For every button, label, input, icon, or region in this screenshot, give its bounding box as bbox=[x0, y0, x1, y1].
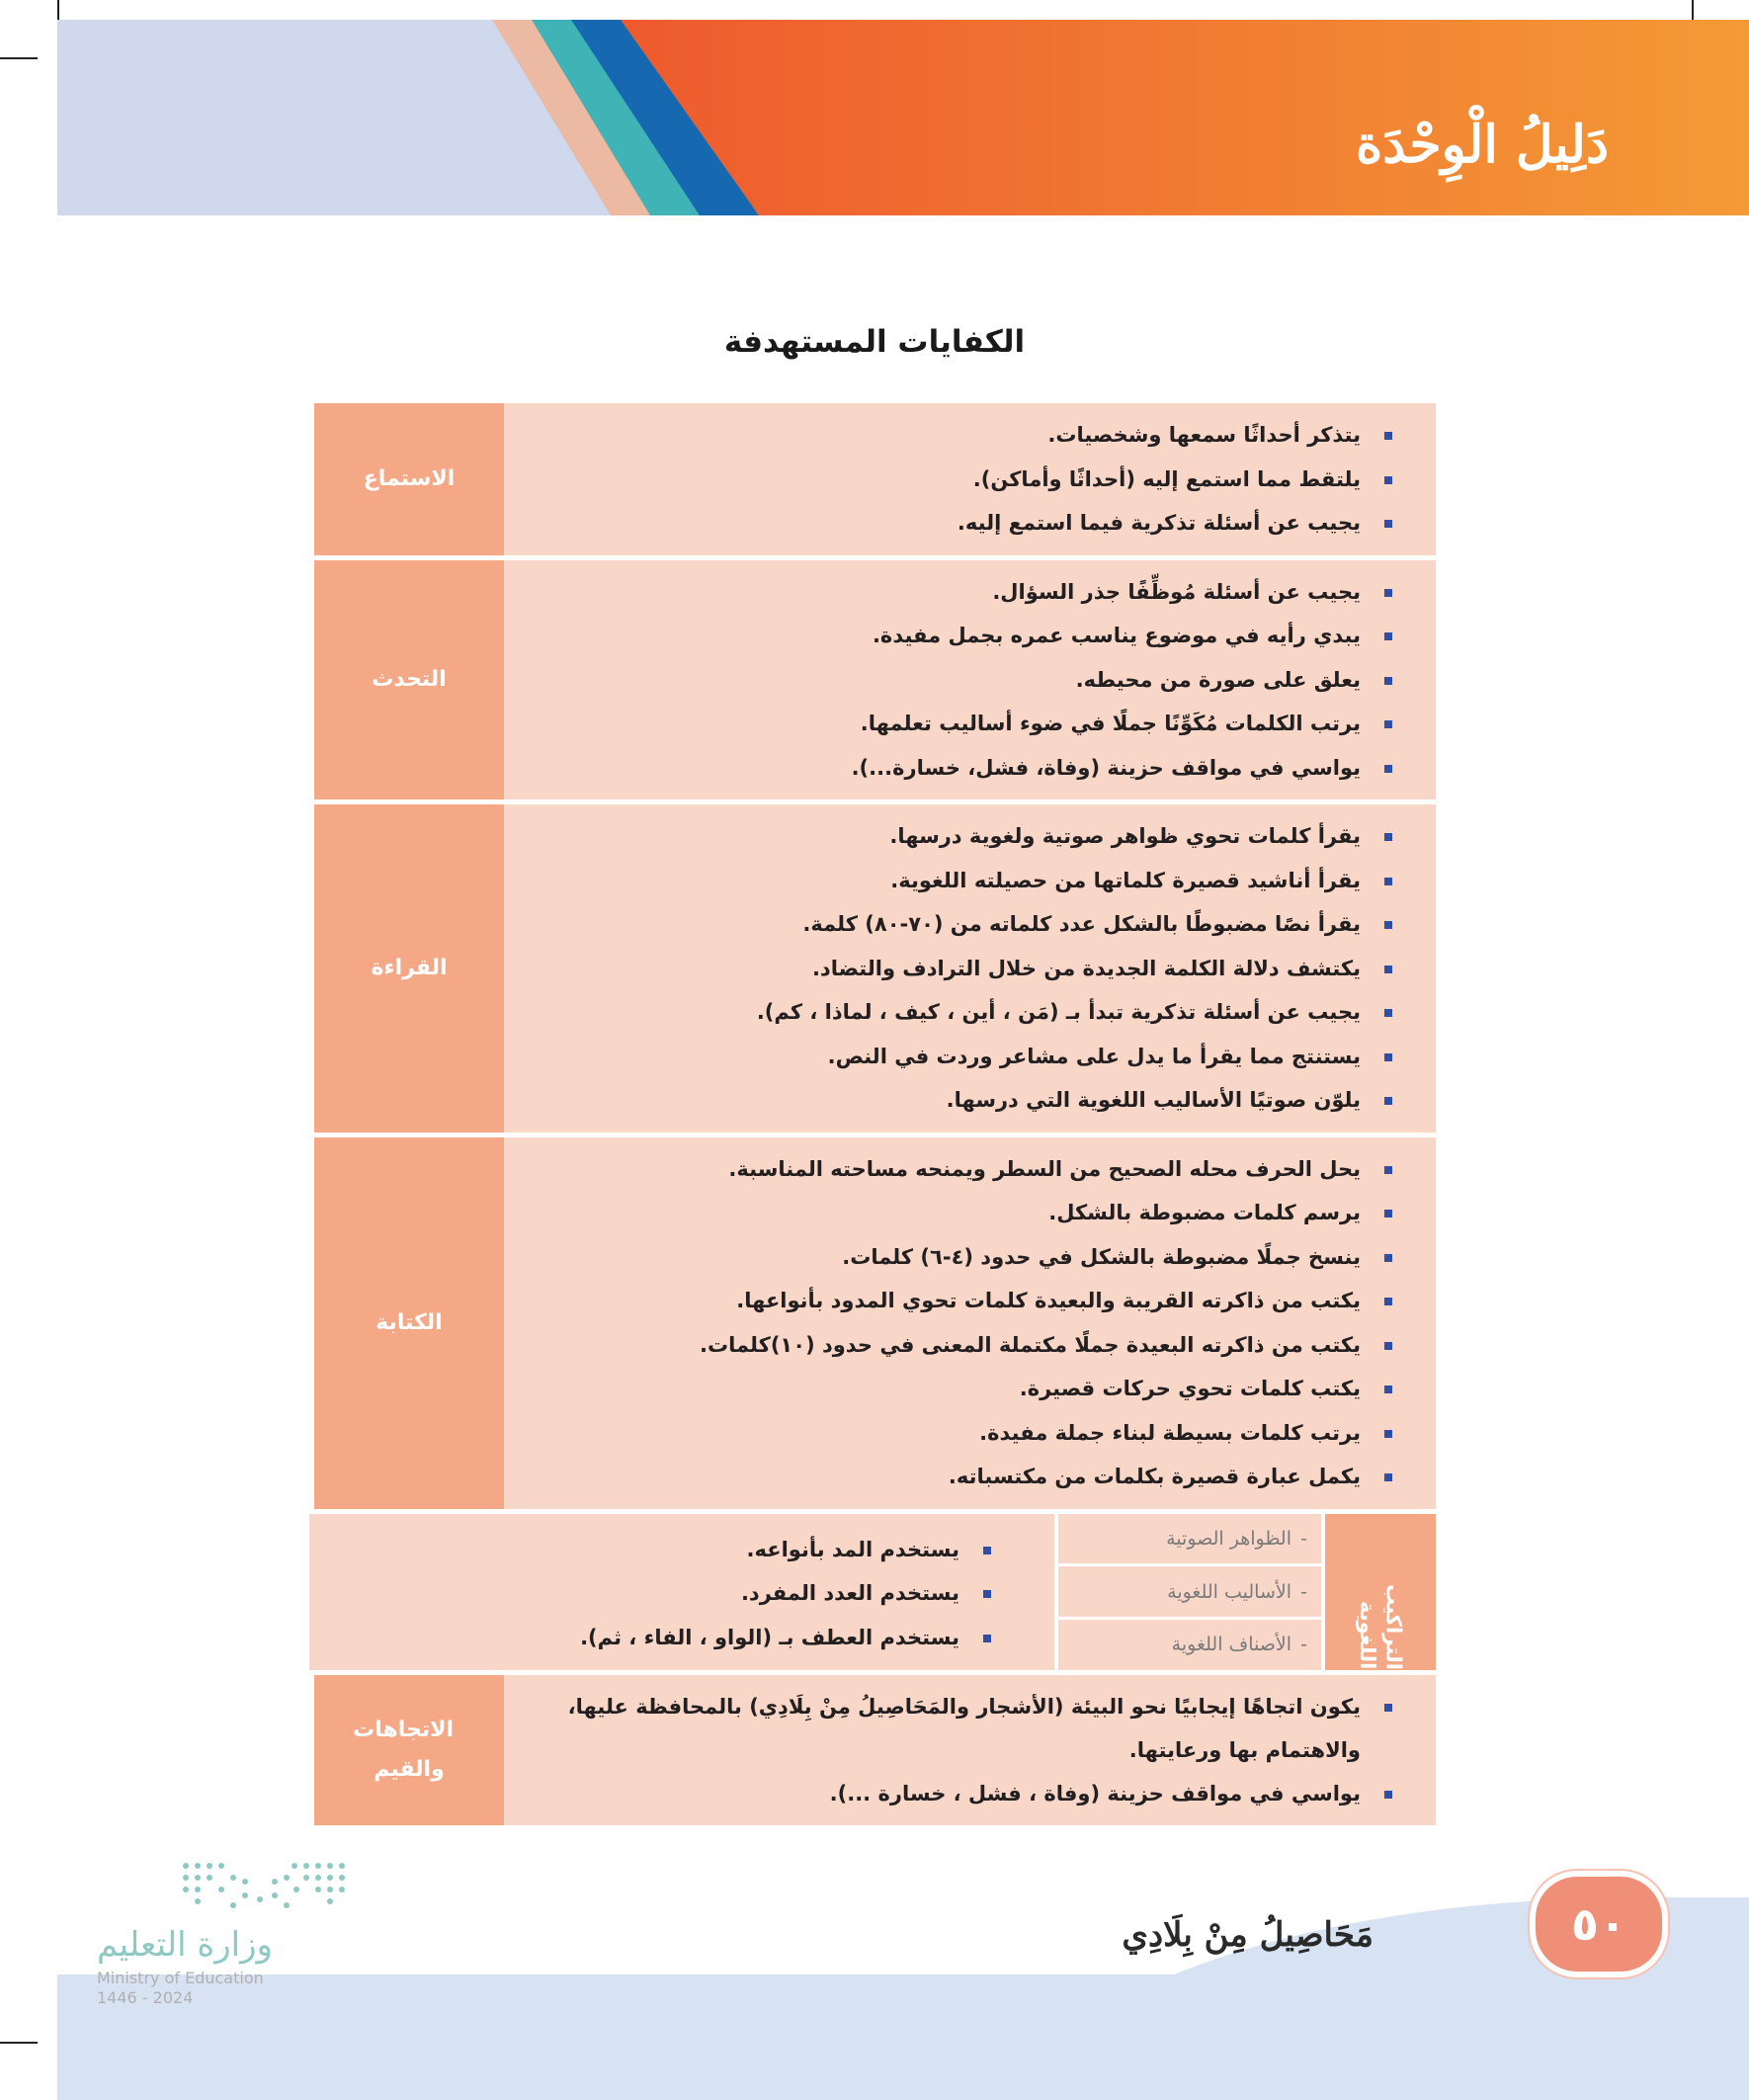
list-item: يستخدم العطف بـ (الواو ، الفاء ، ثم). bbox=[329, 1616, 995, 1660]
list-item: يبدي رأيه في موضوع يناسب عمره بجمل مفيدة. bbox=[524, 614, 1396, 658]
category-label: القراءة bbox=[309, 804, 504, 1133]
crop-mark bbox=[0, 2042, 38, 2044]
list-item: يواسي في مواقف حزينة (وفاة، فشل، خسارة...). bbox=[524, 746, 1396, 791]
list-item: يرتب الكلمات مُكَوِّنًا جملًا في ضوء أساليب تعلمها. bbox=[524, 702, 1396, 746]
ministry-name-en: Ministry of Education bbox=[97, 1969, 264, 1987]
list-item: يستنتج مما يقرأ ما يدل على مشاعر وردت في النص. bbox=[524, 1035, 1396, 1079]
list-item: يرسم كلمات مضبوطة بالشكل. bbox=[524, 1191, 1396, 1235]
list-item: يكمل عبارة قصيرة بكلمات من مكتسباته. bbox=[524, 1455, 1396, 1499]
subcategory-label: - الأساليب اللغوية bbox=[1058, 1566, 1321, 1620]
list-item: يستخدم المد بأنواعه. bbox=[329, 1528, 995, 1572]
table-row bbox=[309, 804, 1436, 1133]
list-item: يرتب كلمات بسيطة لبناء جملة مفيدة. bbox=[524, 1411, 1396, 1456]
list-item: ينسخ جملًا مضبوطة بالشكل في حدود (٤-٦) كلمات. bbox=[524, 1235, 1396, 1280]
list-item: يستخدم العدد المفرد. bbox=[329, 1571, 995, 1616]
category-label: الكتابة bbox=[309, 1137, 504, 1509]
list-item: يقرأ كلمات تحوي ظواهر صوتية ولغوية درسها. bbox=[524, 814, 1396, 859]
table-row bbox=[309, 1514, 1436, 1670]
list-item: يواسي في مواقف حزينة (وفاة ، فشل ، خسارة ...). bbox=[524, 1772, 1396, 1816]
table-row bbox=[309, 403, 1436, 555]
table-row bbox=[309, 1137, 1436, 1509]
competency-items bbox=[504, 1675, 1436, 1826]
competency-items bbox=[309, 1514, 1054, 1670]
list-item: يجيب عن أسئلة تذكرية تبدأ بـ (مَن ، أين ، كيف ، لماذا ، كم). bbox=[524, 990, 1396, 1035]
list-item: يقرأ نصًا مضبوطًا بالشكل عدد كلماته من (٧٠-٨٠) كلمة. bbox=[524, 902, 1396, 947]
footer-band bbox=[57, 1974, 1749, 2100]
category-label: التحدث bbox=[309, 560, 504, 800]
ministry-name-ar: وزارة التعليم bbox=[97, 1925, 273, 1965]
category-label: التراكيب اللغوية bbox=[1321, 1514, 1436, 1670]
subcategory-label: - الأصناف اللغوية bbox=[1058, 1620, 1321, 1670]
unit-header bbox=[57, 20, 1749, 215]
list-item: يكتب من ذاكرته القريبة والبعيدة كلمات تحوي المدود بأنواعها. bbox=[524, 1279, 1396, 1323]
competencies-table bbox=[309, 398, 1436, 1830]
ministry-logo-icon bbox=[176, 1856, 349, 1915]
competency-items bbox=[504, 804, 1436, 1133]
list-item: يجيب عن أسئلة تذكرية فيما استمع إليه. bbox=[524, 501, 1396, 546]
list-item: يلوّن صوتيًا الأساليب اللغوية التي درسها. bbox=[524, 1078, 1396, 1123]
list-item: يعلق على صورة من محيطه. bbox=[524, 658, 1396, 703]
list-item: يحل الحرف محله الصحيح من السطر ويمنحه مساحته المناسبة. bbox=[524, 1147, 1396, 1192]
list-item: يكون اتجاهًا إيجابيًا نحو البيئة (الأشجار والمَحَاصِيلُ مِنْ بِلَادِي) بالمحافظة عليها، والاهتمام بها ورعايتها. bbox=[524, 1685, 1396, 1772]
crop-mark bbox=[0, 57, 38, 59]
page-number-badge: ٥٠ bbox=[1530, 1871, 1668, 1977]
list-item: يكتشف دلالة الكلمة الجديدة من خلال الترادف والتضاد. bbox=[524, 947, 1396, 991]
list-item: يجيب عن أسئلة مُوظِّفًا جذر السؤال. bbox=[524, 570, 1396, 615]
book-title: مَحَاصِيلُ مِنْ بِلَادِي bbox=[1122, 1915, 1374, 1955]
competency-items bbox=[504, 403, 1436, 555]
list-item: يلتقط مما استمع إليه (أحداثًا وأماكن). bbox=[524, 458, 1396, 502]
category-label: الاتجاهات والقيم bbox=[309, 1675, 504, 1826]
list-item: يقرأ أناشيد قصيرة كلماتها من حصيلته اللغوية. bbox=[524, 859, 1396, 903]
list-item: يتذكر أحداثًا سمعها وشخصيات. bbox=[524, 413, 1396, 458]
edition-year: 2024 - 1446 bbox=[97, 1988, 194, 2007]
table-row bbox=[309, 560, 1436, 800]
list-item: يكتب من ذاكرته البعيدة جملًا مكتملة المعنى في حدود (١٠)كلمات. bbox=[524, 1323, 1396, 1368]
competency-items bbox=[504, 1137, 1436, 1509]
table-row bbox=[309, 1675, 1436, 1826]
subcategory-label: - الظواهر الصوتية bbox=[1058, 1514, 1321, 1567]
section-title: الكفايات المستهدفة bbox=[723, 324, 1026, 360]
category-label: الاستماع bbox=[309, 403, 504, 555]
list-item: يكتب كلمات تحوي حركات قصيرة. bbox=[524, 1367, 1396, 1411]
unit-guide-title: دَلِيلُ الْوِحْدَة bbox=[1355, 115, 1609, 175]
tarakib-row bbox=[309, 1514, 1436, 1670]
tarakib-subcategories bbox=[1054, 1514, 1321, 1670]
competency-items bbox=[504, 560, 1436, 800]
